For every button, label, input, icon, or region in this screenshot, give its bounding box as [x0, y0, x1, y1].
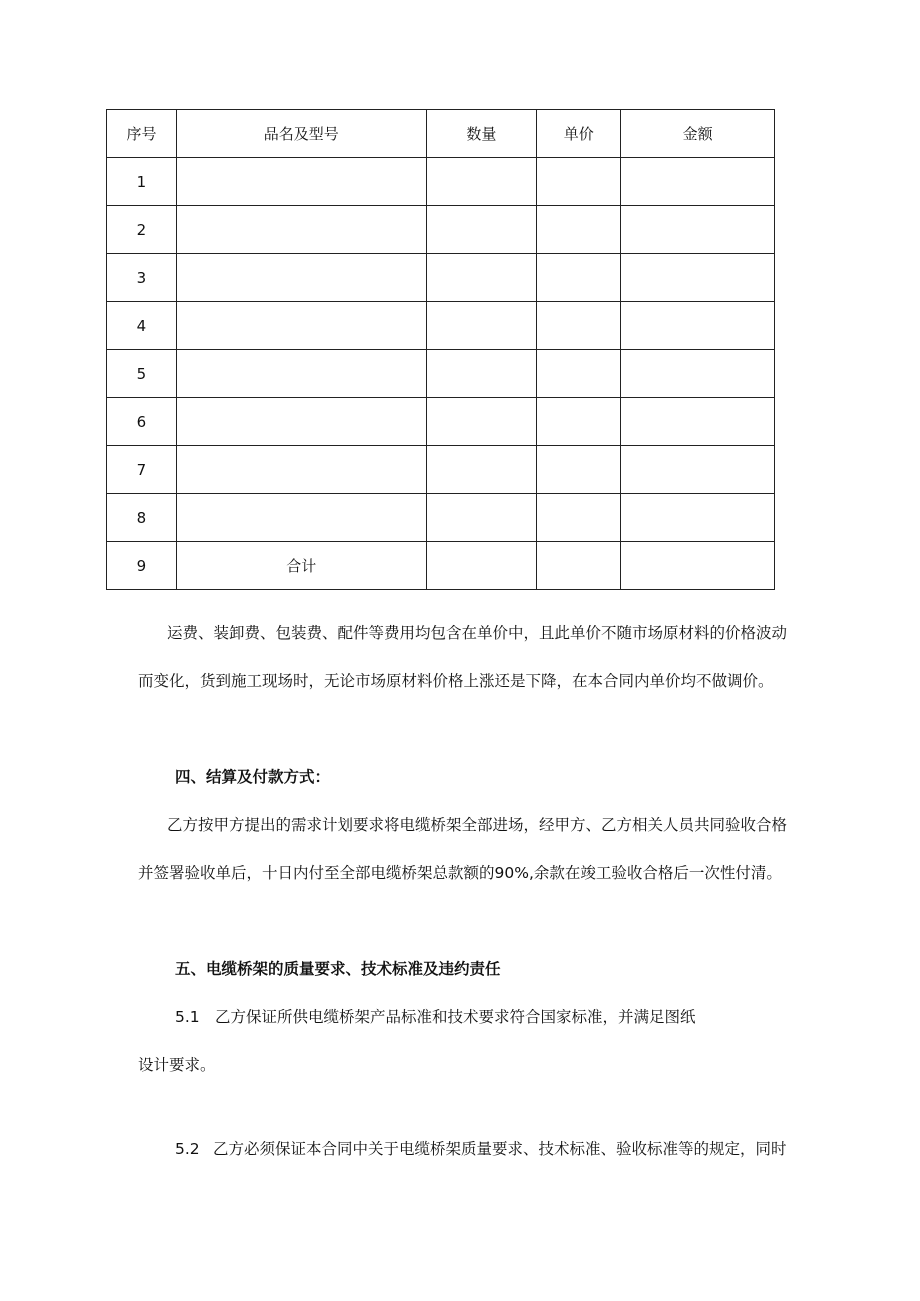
row-serial: 9	[107, 542, 177, 590]
clause-5-1-text: 乙方保证所供电缆桥架产品标准和技术要求符合国家标准，并满足图纸	[215, 1008, 696, 1026]
section-4-line-2: 并签署验收单后，十日内付至全部电缆桥架总款额的90%,余款在竣工验收合格后一次性付清。	[138, 864, 782, 882]
section-4-line-1: 乙方按甲方提出的需求计划要求将电缆桥架全部进场，经甲方、乙方相关人员共同验收合格	[167, 816, 788, 834]
row-product	[176, 446, 426, 494]
row-amount	[621, 446, 775, 494]
note-line-2: 而变化，货到施工现场时，无论市场原材料价格上涨还是下降，在本合同内单价均不做调价。	[138, 672, 774, 690]
header-quantity: 数量	[426, 110, 537, 158]
row-unit-price	[537, 542, 621, 590]
row-quantity	[426, 254, 537, 302]
row-unit-price	[537, 350, 621, 398]
row-quantity	[426, 350, 537, 398]
header-unit-price: 单价	[537, 110, 621, 158]
row-unit-price	[537, 494, 621, 542]
row-serial: 4	[107, 302, 177, 350]
row-product	[176, 206, 426, 254]
table-row	[107, 446, 775, 494]
row-amount	[621, 158, 775, 206]
row-product	[176, 158, 426, 206]
row-product	[176, 350, 426, 398]
row-unit-price	[537, 254, 621, 302]
row-serial: 8	[107, 494, 177, 542]
table-row	[107, 302, 775, 350]
row-quantity	[426, 398, 537, 446]
table-header-row	[107, 110, 775, 158]
row-unit-price	[537, 398, 621, 446]
row-product	[176, 302, 426, 350]
row-amount	[621, 302, 775, 350]
note-line-1: 运费、装卸费、包装费、配件等费用均包含在单价中，且此单价不随市场原材料的价格波动	[167, 624, 788, 642]
header-amount: 金额	[621, 110, 775, 158]
total-label: 合计	[176, 542, 426, 590]
row-serial: 1	[107, 158, 177, 206]
row-serial: 5	[107, 350, 177, 398]
items-table	[106, 109, 775, 590]
row-amount	[621, 494, 775, 542]
row-quantity	[426, 542, 537, 590]
row-product	[176, 254, 426, 302]
clause-5-1-number: 5.1	[175, 1008, 200, 1026]
clause-5-2-number: 5.2	[175, 1140, 200, 1158]
header-product-model: 品名及型号	[176, 110, 426, 158]
clause-5-2-text: 乙方必须保证本合同中关于电缆桥架质量要求、技术标准、验收标准等的规定，同时	[213, 1140, 787, 1158]
header-serial: 序号	[107, 110, 177, 158]
row-amount	[621, 350, 775, 398]
row-amount	[621, 254, 775, 302]
table-row	[107, 254, 775, 302]
table-row	[107, 350, 775, 398]
row-quantity	[426, 494, 537, 542]
table-row	[107, 398, 775, 446]
row-quantity	[426, 206, 537, 254]
table-row	[107, 494, 775, 542]
row-quantity	[426, 302, 537, 350]
row-serial: 3	[107, 254, 177, 302]
section-4-heading: 四、结算及付款方式：	[175, 768, 331, 786]
row-quantity	[426, 158, 537, 206]
row-unit-price	[537, 158, 621, 206]
table-row	[107, 206, 775, 254]
row-serial: 2	[107, 206, 177, 254]
row-serial: 6	[107, 398, 177, 446]
row-unit-price	[537, 206, 621, 254]
row-product	[176, 398, 426, 446]
row-amount	[621, 542, 775, 590]
row-serial: 7	[107, 446, 177, 494]
row-unit-price	[537, 446, 621, 494]
row-quantity	[426, 446, 537, 494]
table-row	[107, 158, 775, 206]
table-total-row	[107, 542, 775, 590]
section-5-heading: 五、电缆桥架的质量要求、技术标准及违约责任	[175, 960, 501, 978]
row-unit-price	[537, 302, 621, 350]
row-product	[176, 494, 426, 542]
row-amount	[621, 398, 775, 446]
row-amount	[621, 206, 775, 254]
clause-5-1-continuation: 设计要求。	[138, 1056, 216, 1074]
